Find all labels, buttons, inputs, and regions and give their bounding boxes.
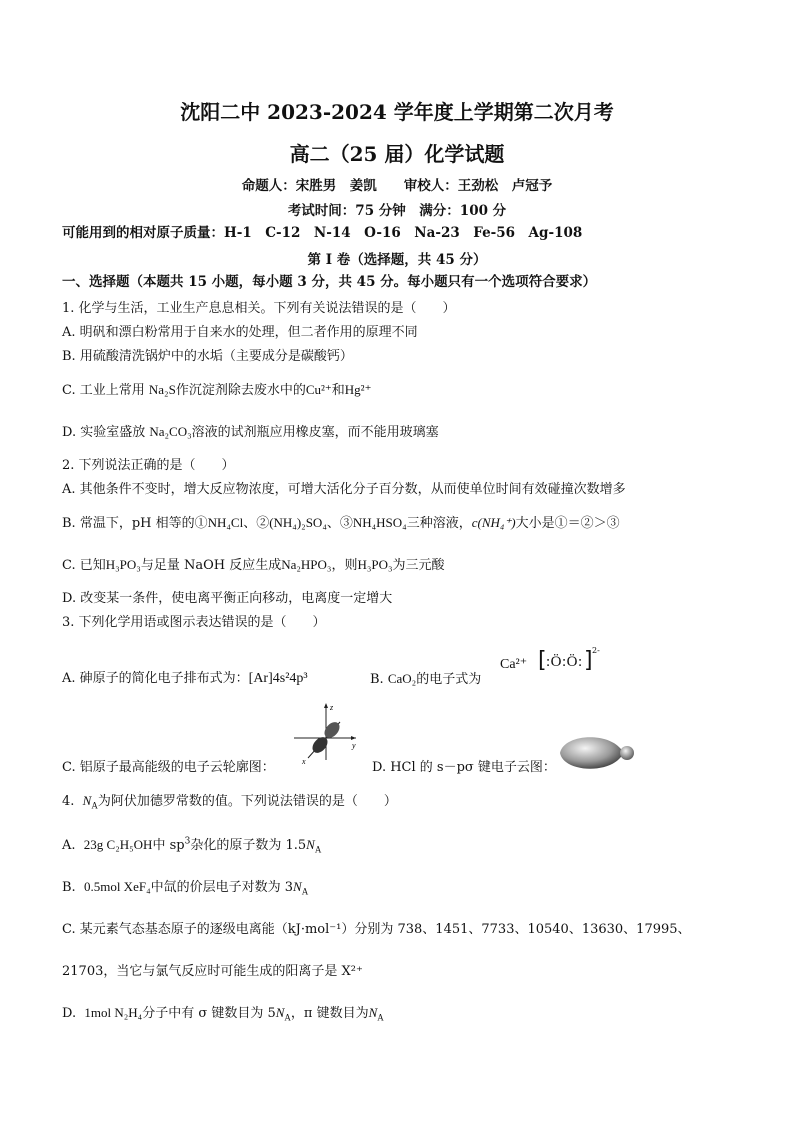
- hcl-sp-sigma-figure: [556, 730, 638, 776]
- section-title: 一、选择题（本题共 15 小题，每小题 3 分，共 45 分。每小题只有一个选项符合要求）: [62, 274, 597, 290]
- q2-c-mid2: ，则: [331, 558, 358, 573]
- q4-d-mid: 分子中有 σ 键数目为 5: [142, 1006, 276, 1021]
- y-arrow: [351, 736, 356, 740]
- q4-d-prefix: D.: [62, 1006, 77, 1021]
- q3-option-a: [62, 670, 308, 688]
- q1-option-d: [62, 423, 439, 442]
- q4-option-c-line2: 21703，当它与氯气反应时可能生成的阳离子是 X²⁺: [62, 964, 363, 979]
- formula-ca: Ca²⁺: [500, 657, 528, 672]
- z-arrow: [324, 703, 328, 708]
- bracket-right: ]: [584, 648, 593, 673]
- exam-info: 考试时间：75 分钟 满分：100 分: [287, 203, 507, 219]
- formula-cao2: CaO₂: [387, 671, 417, 686]
- na-symbol-d2: N: [368, 1005, 378, 1020]
- authors-line: 命题人：宋胜男 姜凯 审校人：王劲松 卢冠予: [241, 178, 553, 194]
- q2-option-b: [62, 514, 620, 533]
- na-subscript-b: A: [301, 886, 309, 897]
- q4-option-d: [62, 1004, 384, 1023]
- q4-a-mid2: 杂化的原子数为 1.5: [190, 838, 307, 853]
- q1-option-a: A. 明矾和漂白粉常用于自来水的处理，但二者作用的原理不同: [62, 325, 418, 340]
- q2-c-prefix: C. 已知: [62, 558, 106, 573]
- q2-c-suffix: 为三元酸: [392, 558, 445, 573]
- na-subscript: A: [91, 800, 98, 811]
- formula-na2co3: Na₂CO₃: [149, 424, 192, 439]
- q4-b-prefix: B.: [62, 880, 76, 895]
- q2-c-mid: 与足量 NaOH 反应生成: [140, 558, 282, 573]
- y-label: y: [352, 741, 356, 750]
- q1-d-prefix: D. 实验室盛放: [62, 425, 150, 440]
- formula-ethanol: 23g C₂H₅OH: [83, 837, 153, 852]
- q1-d-suffix: 溶液的试剂瓶应用橡皮塞，而不能用玻璃塞: [191, 425, 439, 440]
- exam-subtitle: 高二（25 届）化学试题: [289, 142, 505, 166]
- q2-option-a: A. 其他条件不变时，增大反应物浓度，可增大活化分子百分数，从而使单位时间有效碰撞次数增多: [62, 482, 626, 497]
- na-symbol: N: [82, 793, 92, 808]
- volume-title: 第 I 卷（选择题，共 45 分）: [307, 252, 487, 268]
- formula-as-config: [Ar]4s²4p³: [248, 671, 308, 686]
- q3-a-prefix: A. 砷原子的简化电子排布式为：: [62, 671, 249, 686]
- formula-xef4: 0.5mol XeF₄: [83, 879, 151, 894]
- formula-na2hpo3: Na₂HPO₃: [281, 557, 332, 572]
- q3-b-prefix: B.: [370, 672, 384, 687]
- atomic-masses: 可能用到的相对原子质量：H-1 C-12 N-14 O-16 Na-23 Fe-56 Ag-108: [62, 225, 583, 241]
- aluminum-p-orbital-figure: [290, 700, 362, 766]
- q2-b-mid: 三种溶液，: [406, 516, 472, 531]
- q4-a-prefix: A.: [62, 838, 76, 853]
- cao2-electron-formula: [500, 646, 610, 680]
- q3-option-c: C. 铝原子最高能级的电子云轮廓图：: [62, 760, 275, 775]
- na-subscript-a: A: [314, 844, 322, 855]
- exam-title: 沈阳二中 2023-2024 学年度上学期第二次月考: [180, 100, 614, 124]
- q4-stem-text: 为阿伏加德罗常数的值。下列说法错误的是（ ）: [97, 794, 397, 809]
- q1-option-c: [62, 381, 371, 400]
- q1-c-prefix: C. 工业上常用: [62, 383, 149, 398]
- q2-option-c: [62, 556, 445, 575]
- q4-option-b: [62, 878, 308, 897]
- na-symbol-d: N: [275, 1005, 285, 1020]
- na-symbol-b: N: [293, 879, 302, 894]
- q1-c-mid: 作沉淀剂除去废水中的: [175, 383, 306, 398]
- q1-option-b: B. 用硫酸清洗锅炉中的水垢（主要成分是碳酸钙）: [62, 349, 353, 364]
- formula-nh42so4: 、②(NH₄)₂SO₄、③NH₄HSO₄: [243, 515, 407, 530]
- q1-c-and: 和: [331, 383, 345, 398]
- q3-option-b: [370, 670, 481, 689]
- q2-b-prefix: B. 常温下，pH 相等的①: [62, 516, 208, 531]
- q4-d-mid2: ，π 键数目为: [290, 1006, 369, 1021]
- na-subscript-d2: A: [377, 1012, 384, 1023]
- q4-a-mid: 中 sp: [152, 838, 185, 853]
- bracket-left: [: [538, 648, 547, 673]
- p-orbital-lobe: [560, 737, 623, 769]
- q3-stem: 3. 下列化学用语或图示表达错误的是（ ）: [62, 615, 326, 630]
- na-symbol-a: N: [306, 837, 315, 852]
- peroxide-dots: :Ö:Ö:: [546, 654, 583, 670]
- q3-b-suffix: 的电子式为: [416, 672, 482, 687]
- formula-nh4cl: NH₄Cl: [207, 515, 244, 530]
- q4-stem: 4. $N_A$为阿伏加德罗常数的值。下列说法错误的是（ ）: [62, 793, 397, 811]
- s-orbital: [620, 746, 634, 760]
- formula-n2h4: 1mol N₂H₄: [84, 1005, 143, 1020]
- q3-option-d: D. HCl 的 s－pσ 键电子云图：: [372, 760, 556, 775]
- peroxide-charge: 2-: [592, 646, 600, 655]
- formula-h3po3-2: H₃PO₃: [357, 557, 393, 572]
- q4-option-c-line1: C. 某元素气态基态原子的逐级电离能（kJ·mol⁻¹）分别为 738、1451、7733、10540、13630、17995、: [62, 922, 691, 937]
- formula-hg: Hg²⁺: [344, 382, 372, 397]
- q2-stem: 2. 下列说法正确的是（ ）: [62, 458, 235, 473]
- formula-na2s: Na₂S: [148, 382, 176, 397]
- na-subscript-d: A: [284, 1012, 291, 1023]
- q2-b-suffix: 大小是①＝②＞③: [515, 516, 620, 531]
- formula-h3po3: H₃PO₃: [105, 557, 141, 572]
- formula-cu: Cu²⁺: [305, 382, 332, 397]
- q2-option-d: D. 改变某一条件，使电离平衡正向移动，电离度一定增大: [62, 591, 393, 606]
- z-label: z: [330, 703, 334, 712]
- x-label: x: [302, 757, 306, 766]
- q4-option-a: A. 23g C₂H₅OH中 $sp^3$杂化的原子数为 $1.5N_A$: [62, 836, 322, 855]
- q1-stem: 1. 化学与生活，工业生产息息相关。下列有关说法错误的是（ ）: [62, 301, 456, 316]
- formula-c-nh4: c(NH₄⁺): [471, 515, 516, 530]
- q4-b-mid: 中氙的价层电子对数为 3: [150, 880, 294, 895]
